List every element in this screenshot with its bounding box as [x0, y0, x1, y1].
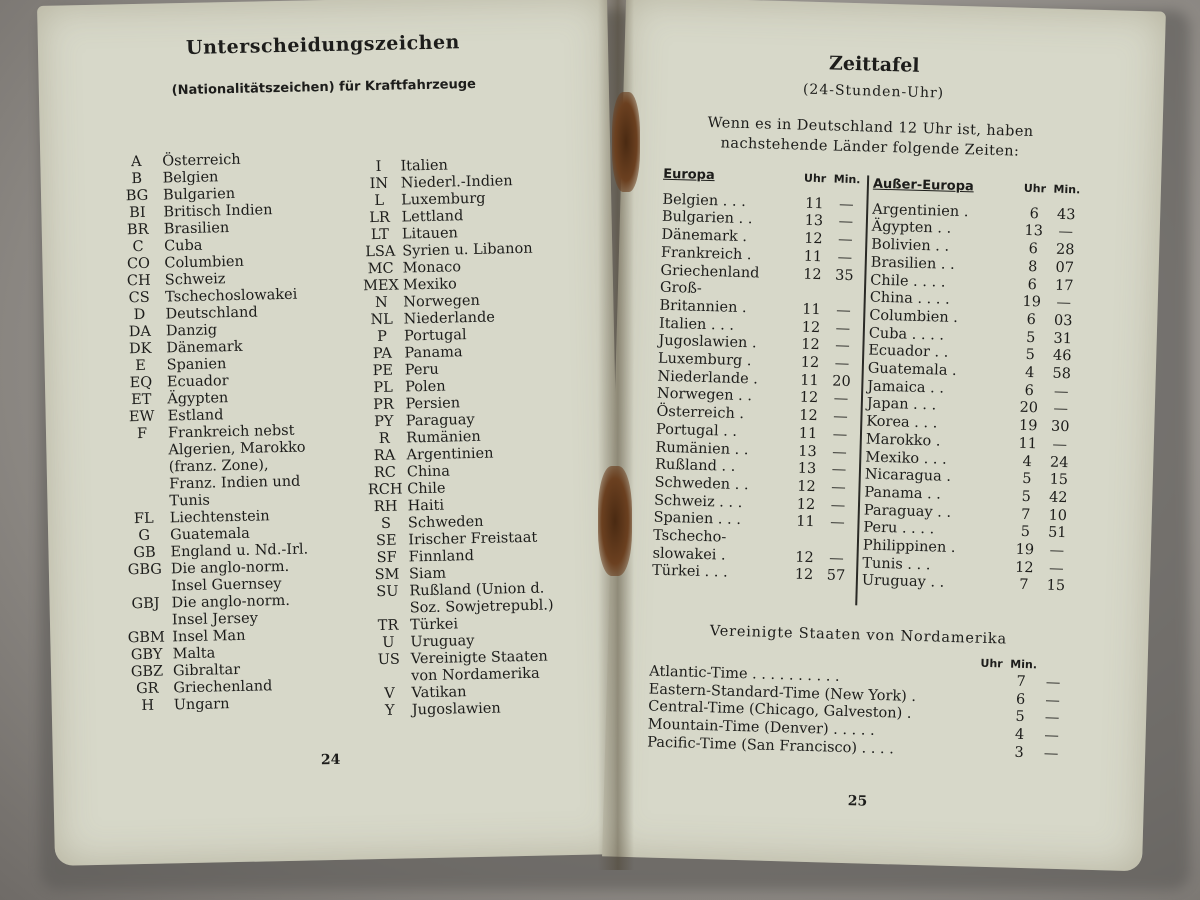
country-name: Norwegen	[403, 292, 481, 311]
country-code: A	[130, 153, 142, 171]
time-hour: 13	[798, 443, 817, 460]
country-name: Luxemburg	[401, 190, 486, 209]
right-page-subtitle: (24-Stunden-Uhr)	[802, 81, 945, 102]
time-minute: 17	[1054, 277, 1074, 294]
time-minute: 03	[1053, 312, 1073, 330]
right-page	[602, 0, 1166, 871]
time-hour: 12	[801, 319, 821, 336]
time-hour: 7	[1018, 577, 1029, 594]
right-page-title: Zeittafel	[828, 52, 920, 77]
time-hour: 7	[1020, 506, 1031, 523]
time-minute: 46	[1052, 348, 1072, 365]
usa-zone: Pacific-Time (San Francisco) . . . .	[647, 734, 895, 758]
country-name: Ägypten	[167, 390, 229, 408]
time-minute	[828, 285, 860, 304]
country-code: E	[135, 357, 147, 375]
time-country: Columbien .	[869, 307, 959, 326]
ausser-europa-rows	[862, 201, 1083, 596]
country-name: Chile	[407, 480, 446, 498]
stain-upper	[612, 92, 640, 192]
time-country: Türkei . . .	[651, 563, 728, 582]
time-country: Peru . . . .	[863, 519, 935, 538]
time-country: Britannien .	[659, 297, 747, 317]
time-country: Panama . .	[864, 484, 942, 503]
country-code: GBY	[130, 646, 163, 664]
col-uhr-label: Uhr	[803, 171, 827, 186]
country-code: NL	[370, 311, 394, 329]
country-code: L	[374, 192, 385, 210]
country-code: EW	[128, 408, 155, 426]
time-country: Argentinien .	[872, 201, 969, 220]
time-minute: —	[830, 497, 846, 514]
time-hour: 13	[1024, 223, 1044, 240]
country-code: MEX	[362, 277, 400, 295]
time-country: Schweden . .	[654, 474, 749, 494]
country-name: Schweden	[407, 513, 484, 532]
country-name: Frankreich nebst Algerien, Marokko (franz. Zone), Franz. Indien und Tunis	[167, 422, 306, 510]
country-name: Argentinien	[406, 445, 494, 464]
country-name: Siam	[408, 565, 447, 583]
usa-minute: —	[1044, 727, 1060, 745]
country-code: GB	[133, 544, 156, 562]
time-country: Guatemala .	[867, 360, 957, 380]
time-country: Österreich .	[656, 403, 745, 423]
usa-zone: Atlantic-Time . . . . . . . . . .	[649, 663, 840, 685]
country-code: ET	[131, 391, 152, 409]
code-row	[367, 647, 618, 686]
time-hour: 4	[1022, 453, 1033, 470]
time-hour: 11	[803, 248, 823, 266]
country-name: Columbien	[164, 253, 245, 272]
country-name: Litauen	[401, 225, 459, 243]
time-minute: —	[831, 461, 847, 479]
usa-hour: 4	[1014, 726, 1025, 744]
time-minute: 24	[1049, 454, 1069, 471]
country-name: Peru	[404, 361, 439, 379]
ausser-europa-label: Außer-Europa	[872, 176, 975, 195]
time-minute: 07	[1055, 259, 1075, 277]
time-minute: —	[1058, 224, 1074, 241]
time-hour: 12	[794, 567, 814, 584]
country-name: Griechenland	[173, 678, 273, 697]
country-name: Gibraltar	[172, 661, 241, 680]
codes-column-1	[110, 150, 352, 716]
country-name: Deutschland	[165, 304, 258, 323]
time-hour: 12	[803, 230, 823, 248]
code-row	[365, 579, 616, 618]
time-minute: —	[833, 391, 849, 408]
time-hour: 8	[1027, 258, 1038, 276]
time-hour: 12	[799, 407, 818, 425]
country-name: Cuba	[163, 237, 203, 255]
ausser-europa-table-header	[873, 176, 1083, 200]
time-hour: 5	[1025, 329, 1036, 346]
country-name: Malta	[172, 645, 216, 663]
time-country: Philippinen .	[862, 537, 956, 557]
time-minute: —	[1053, 401, 1069, 418]
time-country: Luxemburg .	[657, 350, 752, 370]
country-name: Vereinigte Staaten von Nordamerika	[410, 648, 548, 685]
country-code: PA	[372, 345, 393, 363]
usa-minute: —	[1045, 674, 1061, 692]
country-code: G	[138, 527, 151, 545]
country-name: Rußland (Union d. Soz. Sowjetrepubl.)	[409, 580, 554, 617]
country-name: Niederlande	[403, 309, 496, 328]
time-hour: 19	[1018, 417, 1038, 435]
europa-table-header	[663, 166, 863, 189]
usa-title: Vereinigte Staaten von Nordamerika	[709, 623, 1008, 648]
time-hour	[789, 531, 821, 550]
country-name: Tschechoslowakei	[165, 286, 298, 306]
country-name: Türkei	[409, 616, 459, 634]
time-hour: 12	[800, 336, 820, 354]
country-code: DK	[128, 340, 152, 358]
europa-table	[652, 166, 864, 587]
time-minute: —	[1048, 560, 1064, 577]
time-country: Bulgarien . .	[661, 209, 753, 228]
time-country: Uruguay . .	[861, 572, 945, 592]
country-code: C	[132, 238, 144, 256]
country-name: Guatemala	[170, 525, 250, 544]
country-name: Österreich	[162, 151, 241, 170]
time-minute: —	[830, 514, 845, 532]
col-uhr-label: Uhr	[980, 656, 1003, 671]
time-hour: 12	[795, 549, 814, 566]
time-hour: 12	[797, 478, 816, 496]
time-hour: 11	[798, 425, 818, 442]
code-row	[119, 558, 350, 597]
time-country: Jamaica . .	[867, 378, 945, 397]
country-code: Y	[384, 702, 395, 719]
country-code: SM	[374, 566, 400, 584]
time-hour: 11	[796, 513, 815, 531]
country-code: PE	[372, 362, 394, 380]
time-hour: 11	[800, 372, 819, 389]
time-minute: —	[1056, 294, 1072, 312]
country-code: LT	[370, 226, 390, 244]
time-country: Paraguay . .	[863, 502, 952, 521]
country-code: CS	[128, 289, 150, 307]
country-code: GR	[135, 680, 159, 698]
usa-minute: —	[1044, 710, 1060, 727]
country-name: Niederl.-Indien	[400, 173, 513, 192]
time-minute: —	[832, 444, 847, 461]
time-country: Griechenland	[660, 262, 760, 281]
country-name: Lettland	[401, 208, 464, 226]
time-minute: —	[838, 196, 854, 213]
code-row	[119, 592, 350, 631]
time-hour: 20	[1019, 400, 1039, 417]
country-code: TR	[377, 617, 399, 635]
country-name: Britisch Indien	[163, 202, 273, 221]
time-minute: 35	[834, 267, 854, 284]
country-code: B	[131, 170, 143, 188]
country-name: Dänemark	[166, 338, 243, 357]
country-name: Vatikan	[411, 684, 467, 702]
page-number-right: 25	[847, 793, 868, 810]
time-minute: 43	[1056, 206, 1076, 223]
time-hour: 6	[1027, 276, 1038, 293]
time-minute: —	[832, 408, 848, 426]
left-page-subtitle: (Nationalitätszeichen) für Kraftfahrzeuge	[171, 76, 477, 99]
country-name: Haiti	[407, 497, 445, 515]
time-country: Ecuador . .	[868, 342, 949, 362]
country-code: P	[377, 328, 388, 346]
time-hour: 6	[1028, 241, 1039, 258]
time-hour: 12	[802, 266, 822, 283]
country-code: CH	[126, 272, 151, 290]
country-name: Finnland	[408, 548, 475, 566]
country-name: Schweiz	[164, 271, 226, 289]
time-country: Jugoslawien .	[658, 332, 757, 352]
col-uhr-label: Uhr	[1023, 181, 1047, 196]
time-country: Cuba . . . .	[868, 325, 945, 344]
time-minute: —	[837, 231, 853, 249]
time-minute: 31	[1053, 330, 1073, 347]
country-code: RH	[373, 498, 398, 516]
country-code: N	[374, 294, 388, 312]
time-hour: 6	[1029, 205, 1040, 222]
country-name: Bulgarien	[162, 185, 236, 204]
time-minute: 10	[1048, 507, 1068, 524]
time-country: Bolivien . .	[871, 236, 950, 255]
country-code: D	[133, 306, 146, 324]
country-code: BG	[125, 187, 149, 205]
left-page-title: Unterscheidungszeichen	[185, 31, 461, 59]
time-country: Chile . . . .	[870, 272, 946, 291]
country-name: Estland	[167, 407, 224, 425]
country-code: SU	[376, 583, 399, 601]
time-hour: 13	[804, 213, 824, 230]
country-code: RCH	[367, 481, 403, 499]
time-hour	[796, 284, 828, 303]
time-minute: 58	[1052, 365, 1072, 383]
usa-minute: —	[1043, 745, 1059, 762]
time-minute: —	[837, 249, 853, 266]
time-minute: 15	[1046, 578, 1066, 595]
time-country: Rumänien . .	[655, 439, 749, 458]
country-name: Brasilien	[163, 220, 230, 238]
country-name: Ungarn	[173, 696, 230, 714]
time-country: Rußland . .	[654, 456, 736, 476]
europa-rows	[652, 191, 863, 586]
usa-hour: 5	[1015, 709, 1025, 726]
usa-minute: —	[1045, 692, 1061, 709]
time-country: Tunis . . .	[862, 555, 931, 574]
time-hour: 12	[800, 354, 820, 372]
ausser-europa-table	[862, 176, 1084, 597]
country-name: Persien	[405, 395, 461, 413]
country-name: Polen	[404, 378, 446, 396]
country-name: Insel Man	[172, 627, 246, 646]
time-country: Spanien . . .	[653, 509, 742, 529]
intro-text: Wenn es in Deutschland 12 Uhr ist, haben nachstehende Länder folgende Zeiten:	[707, 114, 1034, 160]
country-name: China	[406, 463, 451, 481]
country-name: Rumänien	[406, 428, 481, 447]
usa-table	[647, 664, 1069, 764]
time-minute: —	[835, 302, 851, 319]
time-hour: 5	[1020, 524, 1031, 541]
country-name: Monaco	[402, 259, 462, 277]
time-minute: —	[834, 337, 850, 355]
time-minute: —	[1049, 542, 1065, 560]
country-code: SE	[375, 532, 397, 550]
time-minute: 28	[1055, 241, 1075, 259]
country-code: I	[375, 158, 382, 176]
time-minute: 30	[1050, 418, 1070, 436]
country-code: GBG	[127, 561, 163, 579]
time-hour: 4	[1024, 364, 1035, 382]
col-min-label: Min.	[1010, 657, 1038, 672]
usa-hour: 6	[1015, 691, 1026, 708]
time-minute: 15	[1049, 471, 1069, 489]
time-country: Mexiko . . .	[865, 449, 947, 468]
country-name: Syrien u. Libanon	[402, 240, 533, 260]
time-minute: —	[834, 355, 850, 373]
time-country: Ägypten . .	[871, 218, 952, 238]
time-hour: 11	[801, 301, 821, 319]
time-country: Italien . . .	[658, 315, 735, 334]
time-country: Belgien . . .	[662, 191, 747, 210]
time-country: Frankreich .	[660, 244, 752, 264]
time-country: Marokko .	[865, 431, 941, 450]
country-code: S	[380, 515, 392, 532]
time-country: Tschecho-	[652, 527, 727, 546]
country-name: Italien	[400, 157, 449, 175]
code-row	[122, 694, 352, 716]
time-minute: —	[831, 479, 846, 496]
time-minute: 57	[826, 567, 846, 585]
country-code: IN	[369, 175, 389, 193]
time-hour: 6	[1024, 382, 1035, 399]
time-minute: —	[832, 426, 848, 443]
time-hour: 19	[1022, 294, 1042, 311]
country-code: RC	[373, 464, 397, 482]
country-name: England u. Nd.-Irl.	[170, 541, 309, 561]
time-minute	[821, 532, 853, 551]
country-code: H	[141, 697, 155, 715]
time-minute: —	[1052, 436, 1068, 453]
country-code: PR	[372, 396, 394, 414]
time-country: slowakei .	[652, 545, 726, 564]
time-country: Portugal . .	[655, 421, 738, 440]
country-name: Belgien	[162, 169, 219, 187]
usa-hour: 3	[1014, 744, 1024, 761]
country-code: PL	[373, 379, 393, 397]
time-country: Norwegen . .	[656, 386, 753, 405]
code-row	[116, 422, 348, 512]
country-name: Spanien	[166, 356, 227, 374]
country-name: Jugoslawien	[411, 700, 501, 719]
col-min-label: Min.	[833, 172, 861, 187]
usa-zone: Mountain-Time (Denver) . . . . .	[647, 716, 875, 739]
country-code: V	[384, 685, 395, 702]
time-country: Groß-	[659, 279, 703, 298]
time-minute: —	[835, 320, 851, 337]
time-country: Nicaragua .	[864, 466, 952, 486]
country-name: Die anglo-norm. Insel Jersey	[171, 592, 291, 629]
time-hour: 12	[799, 390, 819, 407]
country-code: DA	[128, 323, 152, 341]
stain-lower	[598, 466, 632, 576]
time-minute: —	[838, 214, 854, 231]
country-code: US	[377, 651, 401, 669]
time-hour: 11	[804, 195, 824, 212]
country-name: Portugal	[403, 327, 467, 345]
usa-table-header	[975, 657, 1039, 672]
time-country: Korea . . .	[866, 413, 938, 432]
country-code: PY	[374, 413, 394, 431]
country-code: FL	[133, 510, 154, 528]
time-hour: 19	[1015, 541, 1035, 559]
usa-hour: 7	[1016, 673, 1026, 691]
country-code: GBJ	[131, 595, 160, 613]
time-country: China . . . .	[869, 289, 950, 308]
country-name: Mexiko	[402, 276, 457, 294]
country-name: Ecuador	[166, 373, 229, 391]
time-country: Niederlande .	[657, 368, 759, 388]
time-minute: —	[1053, 383, 1069, 400]
col-min-label: Min.	[1053, 182, 1081, 197]
country-name: Paraguay	[405, 411, 475, 430]
country-code: GBM	[127, 629, 166, 647]
time-country: Japan . . .	[866, 395, 937, 414]
country-code: LSA	[365, 243, 396, 261]
country-code: R	[378, 430, 390, 448]
page-number-left: 24	[320, 751, 341, 769]
country-code: MC	[367, 260, 394, 278]
country-name: Panama	[404, 344, 463, 362]
country-code: F	[136, 425, 148, 443]
time-hour: 12	[796, 496, 816, 513]
time-hour: 5	[1025, 347, 1036, 364]
time-country: Brasilien . .	[870, 254, 955, 273]
country-code: SF	[376, 549, 397, 567]
time-minute: —	[829, 550, 844, 567]
time-hour: 5	[1021, 488, 1032, 506]
country-code: EQ	[129, 374, 153, 392]
left-page	[37, 0, 625, 866]
time-hour: 13	[797, 460, 817, 478]
time-country: Dänemark .	[661, 226, 748, 246]
time-hour: 11	[1018, 435, 1038, 453]
time-minute: 51	[1047, 524, 1067, 542]
country-name: Danzig	[165, 322, 218, 340]
country-name: Liechtenstein	[169, 508, 270, 527]
europa-label: Europa	[662, 166, 715, 184]
country-code: BR	[126, 221, 149, 239]
codes-column-2	[356, 154, 618, 720]
country-code: CO	[126, 255, 151, 273]
time-hour: 12	[1014, 559, 1034, 576]
usa-zone: Eastern-Standard-Time (New York) .	[648, 681, 917, 705]
country-code: RA	[373, 447, 396, 465]
country-code: BI	[129, 204, 146, 222]
country-name: Irischer Freistaat	[408, 529, 538, 549]
country-code: U	[382, 634, 395, 651]
time-hour: 5	[1021, 471, 1032, 488]
time-minute: 42	[1048, 489, 1068, 507]
time-country: Schweiz . . .	[653, 492, 743, 511]
country-name: Die anglo-norm. Insel Guernsey	[170, 558, 290, 595]
time-minute: 20	[831, 373, 851, 390]
time-hour: 6	[1026, 311, 1037, 329]
country-code: LR	[369, 209, 391, 227]
usa-zone: Central-Time (Chicago, Galveston) .	[648, 698, 912, 723]
country-code: GBZ	[130, 663, 164, 681]
country-name: Uruguay	[410, 633, 475, 651]
